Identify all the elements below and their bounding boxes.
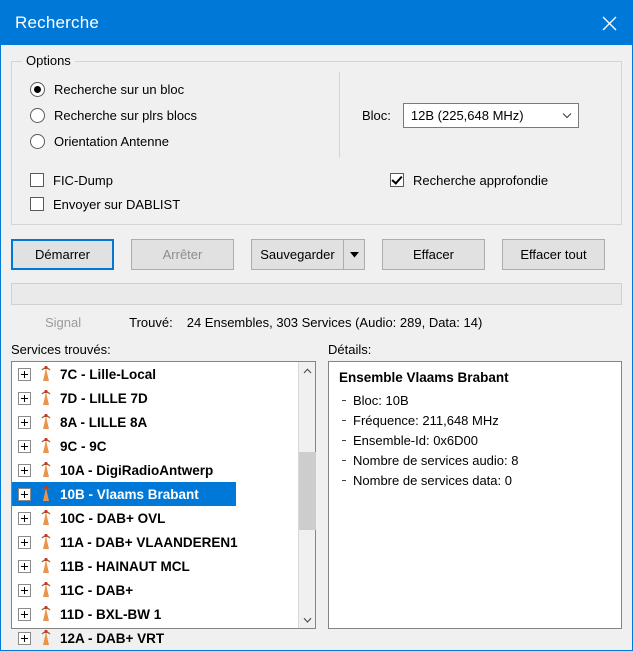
radio-icon [30, 108, 45, 123]
expand-icon[interactable] [18, 368, 31, 381]
list-item-selected[interactable] [12, 482, 236, 506]
list-item[interactable] [12, 602, 297, 626]
expand-icon[interactable] [18, 560, 31, 573]
title-bar [1, 1, 632, 45]
list-item[interactable] [12, 554, 297, 578]
expand-icon[interactable] [18, 512, 31, 525]
list-item-label: 10A - DigiRadioAntwerp [60, 462, 214, 478]
expand-icon[interactable] [18, 632, 31, 645]
chevron-down-icon [556, 104, 578, 127]
expand-icon[interactable] [18, 488, 31, 501]
radio-orientation-antenne[interactable] [30, 128, 339, 154]
list-item-label: 8A - LILLE 8A [60, 414, 148, 430]
list-item-label: 11A - DAB+ VLAANDEREN1 [60, 534, 238, 550]
radio-label: Orientation Antenne [54, 133, 169, 149]
antenna-icon [38, 533, 54, 551]
checkbox-group-right [348, 168, 611, 216]
start-button[interactable]: Démarrer [11, 239, 114, 270]
antenna-icon [38, 365, 54, 383]
options-row [22, 72, 611, 158]
action-buttons [11, 239, 622, 270]
checkbox-group-left [30, 168, 348, 216]
list-item-label: 10C - DAB+ OVL [60, 510, 166, 526]
expand-icon[interactable] [18, 584, 31, 597]
found-label: Trouvé: [129, 315, 173, 330]
checkbox-label: Recherche approfondie [413, 172, 549, 188]
close-icon [602, 16, 617, 31]
antenna-icon [38, 581, 54, 599]
list-item-label: 7D - LILLE 7D [60, 390, 148, 406]
services-list [12, 362, 297, 646]
radio-recherche-un-bloc[interactable] [30, 76, 339, 102]
antenna-icon [38, 437, 54, 455]
checkbox-icon [390, 173, 404, 187]
checkbox-envoyer-dablist[interactable] [30, 192, 348, 216]
antenna-icon [38, 509, 54, 527]
save-button[interactable]: Sauvegarder [251, 239, 343, 270]
antenna-icon [38, 389, 54, 407]
progress-bar [11, 283, 622, 305]
expand-icon[interactable] [18, 392, 31, 405]
list-item-label: 10B - Vlaams Brabant [60, 486, 199, 502]
details-line: Nombre de services audio: 8 [339, 451, 611, 471]
checkbox-fic-dump[interactable] [30, 168, 348, 192]
details-line: Ensemble-Id: 0x6D00 [339, 431, 611, 451]
bloc-combobox-value: 12B (225,648 MHz) [410, 107, 524, 123]
antenna-icon [38, 557, 54, 575]
clear-button[interactable]: Effacer [382, 239, 485, 270]
details-panel [328, 361, 622, 629]
chevron-up-icon [303, 368, 312, 374]
signal-label: Signal [45, 315, 82, 330]
expand-icon[interactable] [18, 440, 31, 453]
window-content [1, 53, 632, 646]
window-title: Recherche [15, 13, 100, 32]
list-item[interactable] [12, 458, 297, 482]
expand-icon[interactable] [18, 464, 31, 477]
scroll-down-button[interactable] [299, 611, 315, 628]
chevron-down-icon [303, 617, 312, 623]
bloc-selector [340, 72, 611, 158]
antenna-icon [38, 605, 54, 623]
list-item-label: 11B - HAINAUT MCL [60, 558, 190, 574]
services-caption: Services trouvés: [11, 342, 111, 357]
expand-icon[interactable] [18, 608, 31, 621]
list-item-label: 12A - DAB+ VRT [60, 630, 165, 646]
checkbox-label: FIC-Dump [53, 172, 113, 188]
save-dropdown-button[interactable] [343, 239, 365, 270]
radio-recherche-plrs-blocs[interactable] [30, 102, 339, 128]
options-group [11, 53, 622, 225]
scrollbar-thumb[interactable] [299, 452, 316, 530]
chevron-down-icon [350, 252, 359, 258]
list-item-label: 11D - BXL-BW 1 [60, 606, 162, 622]
checkbox-icon [30, 197, 44, 211]
expand-icon[interactable] [18, 536, 31, 549]
list-item[interactable] [12, 578, 297, 602]
list-item[interactable] [12, 434, 297, 458]
bloc-label: Bloc: [362, 107, 391, 123]
clear-all-button[interactable]: Effacer tout [502, 239, 605, 270]
services-listbox[interactable] [11, 361, 316, 646]
checkbox-icon [30, 173, 44, 187]
found-value: 24 Ensembles, 303 Services (Audio: 289, Data: 14) [186, 315, 483, 330]
close-button[interactable] [586, 1, 632, 45]
radio-group [22, 72, 340, 158]
lists-row [11, 342, 622, 646]
save-split-button[interactable] [251, 239, 365, 270]
list-item[interactable] [12, 386, 297, 410]
options-legend: Options [22, 53, 75, 68]
radio-label: Recherche sur un bloc [54, 81, 185, 97]
details-title: Ensemble Vlaams Brabant [339, 370, 509, 385]
details-line: Nombre de services data: 0 [339, 471, 611, 491]
antenna-icon [38, 485, 54, 503]
scroll-up-button[interactable] [299, 362, 315, 379]
list-item[interactable] [12, 626, 297, 650]
services-column [11, 342, 316, 646]
checkbox-row [22, 168, 611, 216]
antenna-icon [38, 413, 54, 431]
list-item[interactable] [12, 506, 297, 530]
antenna-icon [38, 629, 54, 647]
details-column [328, 342, 622, 629]
list-item-label: 9C - 9C [60, 438, 107, 454]
checkbox-recherche-approfondie[interactable] [390, 168, 611, 192]
services-scrollbar[interactable] [298, 362, 315, 628]
list-item-label: 11C - DAB+ [60, 582, 134, 598]
details-caption: Détails: [328, 342, 372, 357]
details-line: Fréquence: 211,648 MHz [339, 411, 611, 431]
radio-icon [30, 82, 45, 97]
list-item[interactable] [12, 362, 297, 386]
checkbox-label: Envoyer sur DABLIST [53, 196, 181, 212]
radio-icon [30, 134, 45, 149]
details-line: Bloc: 10B [339, 391, 611, 411]
list-item[interactable] [12, 530, 297, 554]
list-item[interactable] [12, 410, 297, 434]
expand-icon[interactable] [18, 416, 31, 429]
status-row [11, 315, 622, 330]
stop-button[interactable]: Arrêter [131, 239, 234, 270]
radio-label: Recherche sur plrs blocs [54, 107, 198, 123]
list-item-label: 7C - Lille-Local [60, 366, 157, 382]
antenna-icon [38, 461, 54, 479]
bloc-combobox[interactable] [403, 103, 579, 128]
